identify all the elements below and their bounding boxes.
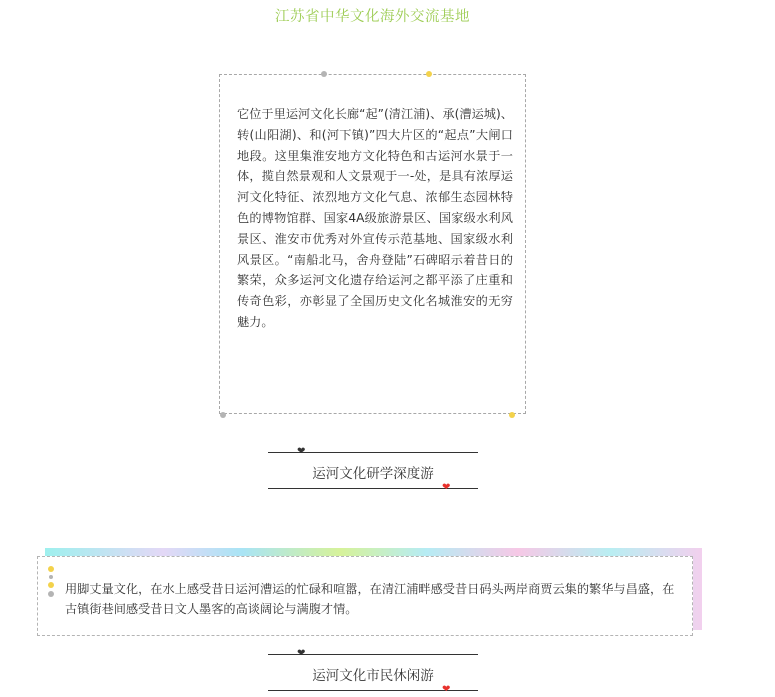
dot-icon: [48, 566, 54, 572]
heart-icon: ❤: [442, 684, 451, 695]
intro-text: 它位于里运河文化长廊“起”(清江浦)、承(漕运城)、转(山阳湖)、和(河下镇)”四大片区的“起点”大闸口地段。这里集淮安地方文化特色和古运河水景于一体，揽自然景观和人文景观于一-处，是具有浓厚运河文化特征、浓烈地方文化气息、浓郁生态园林特色的博物馆群、国家4A级旅游景区、国家级水利风景区、淮安市优秀对外宣传示范基地、国家级水利风景区。“南船北马，舍舟登陆”石碑昭示着昔日的繁荣，众多运河文化遗存给运河之都平添了庄重和传奇色彩，亦彰显了全国历史文化名城淮安的无穷魅力。: [237, 107, 513, 329]
page-title: 江苏省中华文化海外交流基地: [275, 9, 470, 25]
section-header-study-tour: [268, 446, 478, 493]
dot-icon: [48, 591, 54, 597]
corner-dot-icon: [220, 412, 226, 418]
section-title: 运河文化研学深度游: [312, 466, 434, 482]
corner-dot-icon: [509, 412, 515, 418]
intro-card: [219, 74, 526, 414]
heart-icon: ❤: [442, 482, 451, 493]
dot-icon: [48, 582, 54, 588]
side-dots: [48, 566, 54, 600]
dot-icon: [49, 575, 53, 579]
description-text: 用脚丈量文化，在水上感受昔日运河漕运的忙碌和喧嚣，在清江浦畔感受昔日码头两岸商贾云集的繁华与昌盛，在古镇街巷间感受昔日文人墨客的高谈阔论与满腹才情。: [65, 582, 675, 616]
corner-dot-icon: [321, 71, 327, 77]
section-header-leisure-tour: [268, 648, 478, 695]
heart-icon: ❤: [297, 446, 306, 457]
corner-dot-icon: [426, 71, 432, 77]
description-card: [37, 556, 693, 636]
section-title: 运河文化市民休闲游: [312, 668, 434, 684]
heart-icon: ❤: [297, 648, 306, 659]
